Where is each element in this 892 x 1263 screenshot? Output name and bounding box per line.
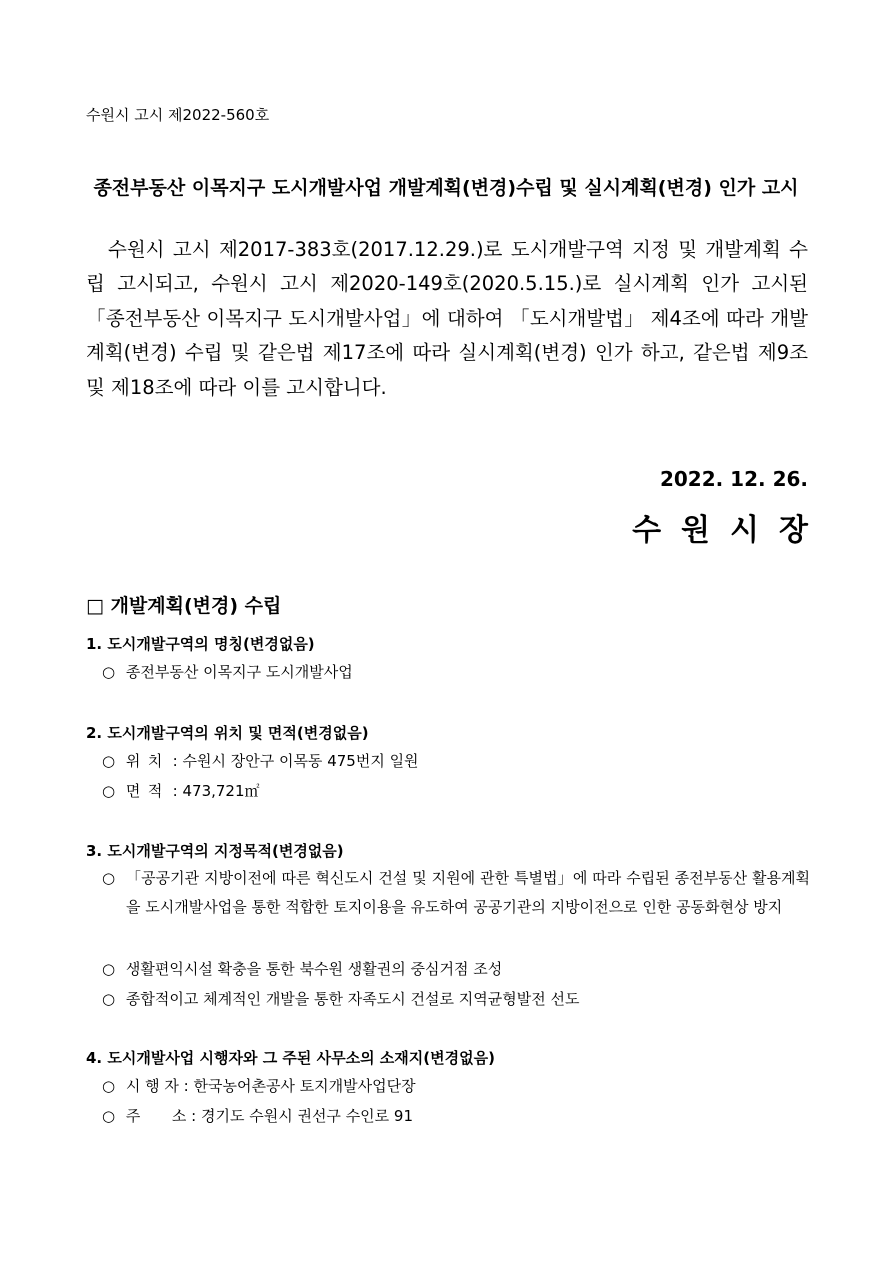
list-item <box>102 864 810 921</box>
label-part: 시 행 자 <box>125 1077 179 1095</box>
item-heading-purpose: 3. 도시개발구역의 지정목적(변경없음) <box>86 842 344 860</box>
bullet-mark: ○ <box>102 782 116 800</box>
list-item <box>102 779 260 803</box>
notice-number: 수원시 고시 제2022-560호 <box>86 106 270 124</box>
bullet-mark: ○ <box>102 1077 116 1095</box>
list-item <box>102 987 579 1011</box>
bullet-mark: ○ <box>102 869 116 887</box>
bullet-mark: ○ <box>102 990 116 1008</box>
label-part: 면 <box>125 782 141 800</box>
label-part: 소 <box>171 1107 187 1125</box>
label-part: 적 <box>147 782 163 800</box>
label-part: 위 <box>125 752 141 770</box>
list-item <box>102 1104 413 1128</box>
item-heading-name: 1. 도시개발구역의 명칭(변경없음) <box>86 635 315 653</box>
item-heading-operator: 4. 도시개발사업 시행자와 그 주된 사무소의 소재지(변경없음) <box>86 1049 495 1067</box>
notice-title: 종전부동산 이목지구 도시개발사업 개발계획(변경)수립 및 실시계획(변경) 인가 고시 <box>93 177 799 199</box>
issuer-name: 수원시장 <box>632 513 828 548</box>
label-part: 주 <box>125 1107 141 1125</box>
item-heading-location: 2. 도시개발구역의 위치 및 면적(변경없음) <box>86 724 369 742</box>
section-title: □ 개발계획(변경) 수립 <box>86 595 282 617</box>
area-value: : 473,721㎡ <box>172 782 260 800</box>
bullet-mark: ○ <box>102 1107 116 1125</box>
address-value: : 경기도 수원시 권선구 수인로 91 <box>191 1107 414 1125</box>
operator-value: : 한국농어촌공사 토지개발사업단장 <box>183 1077 416 1095</box>
notice-body: 수원시 고시 제2017-383호(2017.12.29.)로 도시개발구역 지정 및 개발계획 수립 고시되고, 수원시 고시 제2020-149호(2020.5.15.)로 실시계획 인가 고시된 「종전부동산 이목지구 도시개발사업」에 대하여 「도시개발법」 제4조에 따라 개발계획(변경) 수립 및 같은법 제17조에 따라 실시계획(변경) 인가 하고, 같은법 제9조 및 제18조에 따라 이를 고시합니다. <box>86 238 808 399</box>
list-item <box>102 660 353 684</box>
location-value: : 수원시 장안구 이목동 475번지 일원 <box>172 752 419 770</box>
bullet-mark: ○ <box>102 663 116 681</box>
list-item <box>102 1074 416 1098</box>
bullet-mark: ○ <box>102 752 116 770</box>
bullet-mark: ○ <box>102 960 116 978</box>
bullet-text: 생활편익시설 확충을 통한 북수원 생활권의 중심거점 조성 <box>125 960 503 978</box>
list-item <box>102 749 419 773</box>
bullet-text: 종합적이고 체계적인 개발을 통한 자족도시 건설로 지역균형발전 선도 <box>125 990 580 1008</box>
label-part: 치 <box>147 752 163 770</box>
notice-date: 2022. 12. 26. <box>659 467 808 491</box>
bullet-text: 종전부동산 이목지구 도시개발사업 <box>125 663 353 681</box>
list-item <box>102 957 502 981</box>
bullet-text: 「공공기관 지방이전에 따른 혁신도시 건설 및 지원에 관한 특별법」에 따라 수립된 종전부동산 활용계획을 도시개발사업을 통한 적합한 토지이용을 유도하여 공공기관의 지방이전으로 인한 공동화현상 방지 <box>126 869 810 916</box>
